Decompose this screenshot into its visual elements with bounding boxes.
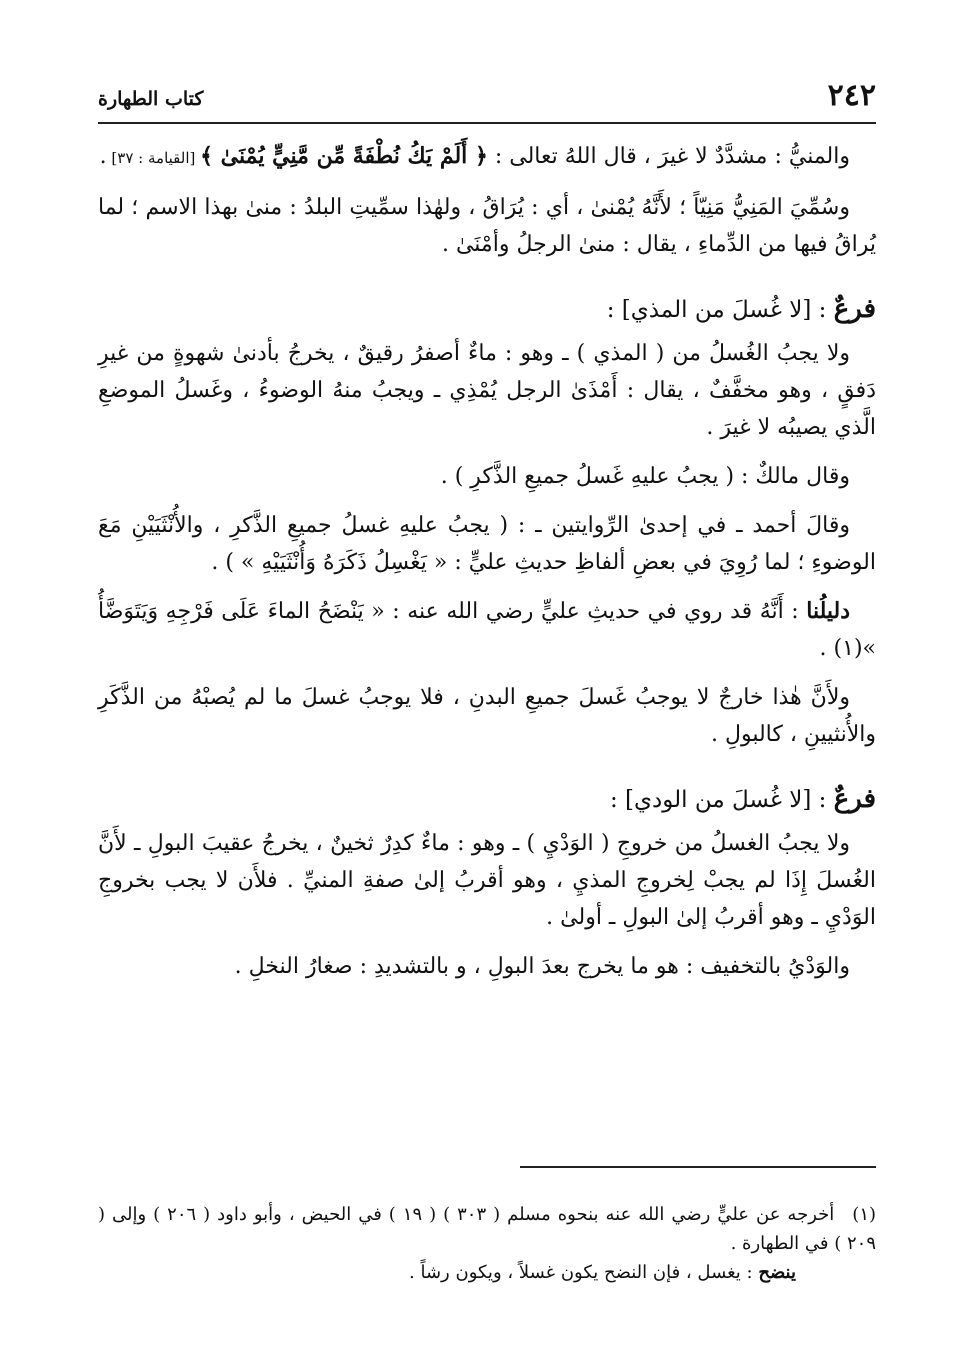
evidence-label: دليلُنا [806,598,850,624]
madhi-paragraph-reasoning: ولأَنَّ هٰذا خارجٌ لا يوجبُ غَسلَ جميعِ البدنِ ، فلا يوجبُ غسلَ ما لم يُصبْهُ من الذَّكَرِ والأُنثيينِ ، كالبولِ . [98,685,876,747]
section-title: : [لا غُسلَ من الودي] : [609,787,834,813]
far-label: فرعٌ [833,784,876,814]
madhi-paragraph-ahmad: وقالَ أحمد ـ في إحدىٰ الرِّوايتين ـ : ( يجبُ عليهِ غسلُ جميعِ الذَّكرِ ، والأُنْثَيَيْنِ مَعَ الوضوءِ ؛ لما رُوِيَ في بعضِ ألفاظِ حديثِ عليٍّ : « يَغْسِلُ ذَكَرَهُ وَأُنْثَيَيْهِ » ) . [98,513,876,575]
intro-paragraph-2: وسُمِّيَ المَنِيُّ مَنِيّاً ؛ لأَنَّهُ يُمْنىٰ ، أي : يُرَاقُ ، ولهٰذا سمِّيتِ البلدُ : منىٰ بهذا الاسم ؛ لما يُراقُ فيها من الدِّماءِ ، يقال : منىٰ الرجلُ وأمْنَىٰ . [98,195,876,257]
running-title: كتاب الطهارة [98,88,204,110]
evidence-text: : أَنَّهُ قد روي في حديثِ عليٍّ رضي الله عنه : « يَنْضَحُ الماءَ عَلَى فَرْجِهِ وَيَتَوَضَّأُ »(١) . [98,599,876,661]
madhi-paragraph-malik: وقال مالكٌ : ( يجبُ عليهِ غَسلُ جميعِ الذَّكرِ ) . [440,464,850,489]
page-number: ٢٤٢ [827,78,876,113]
footnote-number: (١) [852,1204,877,1225]
quran-verse: ﴿ أَلَمْ يَكُ نُطْفَةً مِّن مَّنِيٍّ يُمْنَىٰ ﴾ [200,143,488,169]
page-header [98,78,876,124]
section-title: : [لا غُسلَ من المذي] : [606,297,834,323]
wadi-paragraph-definition: والوَدْيُ بالتخفيف : هو ما يخرج بعدَ البولِ ، و بالتشديدِ : صغارُ النخلِ . [234,954,850,979]
footnote-separator [520,1166,876,1168]
intro-end: . [99,144,107,169]
footnote-1 [98,1200,876,1258]
footnotes [98,1200,876,1287]
intro-text: والمنيُّ : مشدَّدٌ لا غيرَ ، قال اللهُ تعالى : [487,144,850,169]
footnote-text: أخرجه عن عليٍّ رضي الله عنه بنحوه مسلم ( ٣٠٣ ) ( ١٩ ) في الحيض ، وأبو داود ( ٢٠٦ ) وإلى ( ٢٠٩ ) في الطهارة . [98,1204,876,1254]
section-heading-madhi [98,291,876,329]
gloss-text: : يغسل ، فإن النضح يكون غسلاً ، ويكون رشاً . [409,1262,759,1283]
verse-reference: [القيامة : ٣٧] [106,149,201,167]
section-heading-wadi [98,781,876,819]
gloss-term: ينضح [758,1262,796,1283]
madhi-paragraph-evidence [98,593,876,667]
main-text [98,138,876,997]
madhi-paragraph-1: ولا يجبُ الغُسلُ من ( المذي ) ـ وهو : ماءٌ أصفرُ رقيقٌ ، يخرجُ بأدنىٰ شهوةٍ من غيرِ دَفقٍ ، وهو مخفَّفٌ ، يقال : أَمْذَىٰ الرجل يُمْذِي ـ ويجبُ منهُ الوضوءُ ، وغَسلُ الموضعِ الَّذي يصيبُه لا غيرَ . [98,341,876,440]
footnote-gloss [98,1258,876,1287]
wadi-paragraph-1: ولا يجبُ الغسلُ من خروجِ ( الوَدْيِ ) ـ وهو : ماءٌ كدِرٌ ثخينٌ ، يخرجُ عقيبَ البولِ ـ لأَنَّ الغُسلَ إِذَا لم يجبْ لِخروجِ المذيِ ، وهو أقربُ إلىٰ صفةِ المنيِّ . فلأَن لا يجب بخروجِ الوَدْيِ ـ وهو أقربُ إلىٰ البولِ ـ أولىٰ . [98,831,876,930]
intro-paragraph-1 [98,138,876,177]
far-label: فرعٌ [833,294,876,324]
